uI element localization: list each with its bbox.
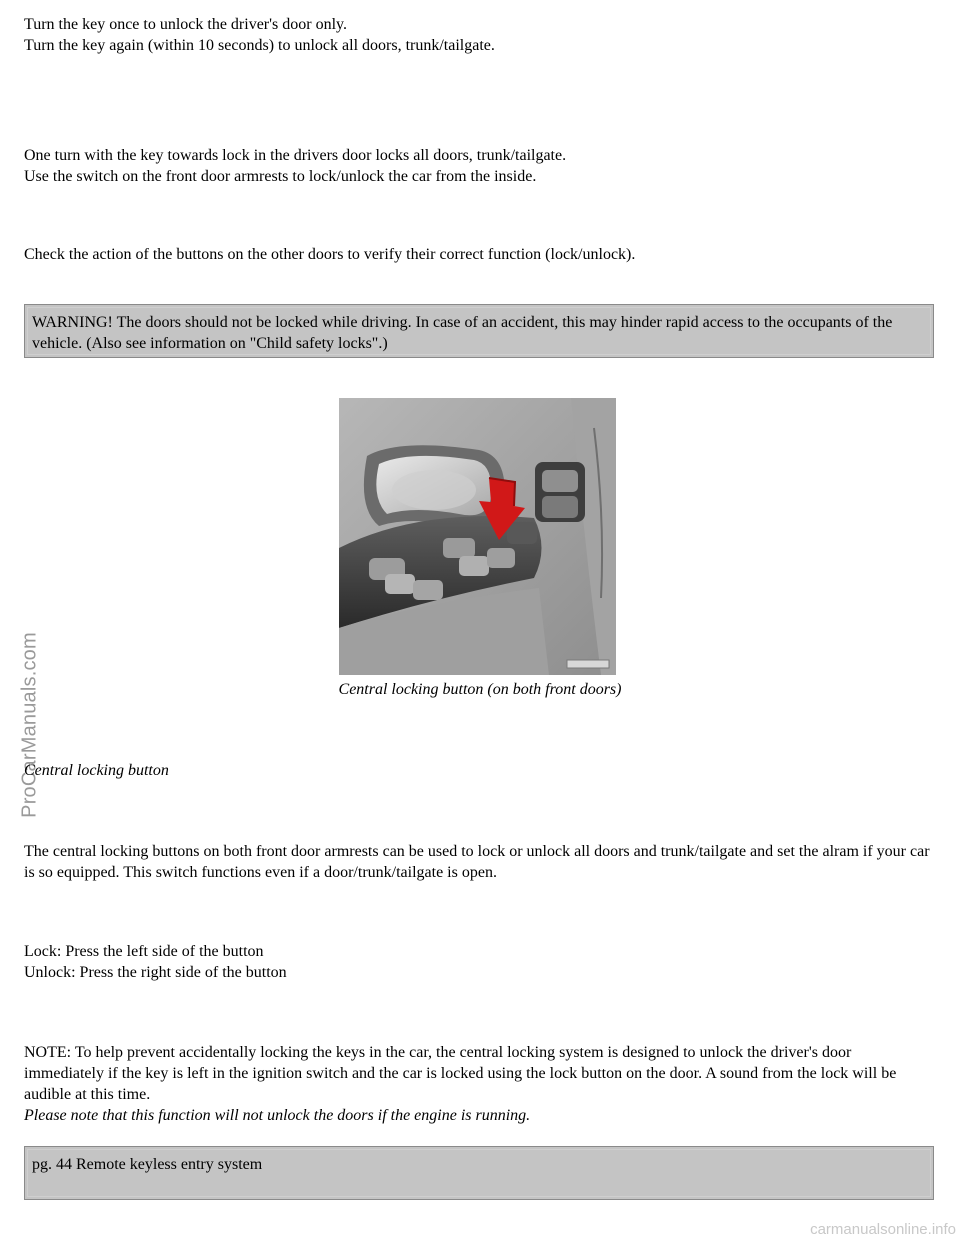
text-line: Turn the key once to unlock the driver's door only.	[24, 16, 347, 33]
note-text: NOTE: To help prevent accidentally locking the keys in the car, the central locking system is designed to unlock the driver's door immediately if the key is left in the ignition switch and the car is locked using the lock button on the door. A sound from the lock will be audible at this time.	[24, 1044, 901, 1103]
footer-watermark: carmanualsonline.info	[810, 1221, 956, 1238]
text-line: Lock: Press the left side of the button	[24, 943, 264, 960]
text-line: Unlock: Press the right side of the button	[24, 964, 287, 981]
figure-caption: Central locking button (on both front doors)	[338, 681, 622, 698]
text-line: Use the switch on the front door armrests to lock/unlock the car from the inside.	[24, 168, 537, 185]
side-watermark: ProCarManuals.com	[18, 632, 41, 818]
footer-nav-link[interactable]: pg. 44 Remote keyless entry system	[32, 1156, 263, 1173]
footer-nav-box	[24, 1146, 934, 1200]
lock-paragraph	[24, 145, 932, 187]
note-paragraph	[24, 1042, 932, 1126]
door-panel-photo	[339, 398, 616, 675]
warning-text: WARNING! The doors should not be locked while driving. In case of an accident, this may hinder rapid access to the occupants of the vehicle. (Also see information on "Child safety locks".)	[32, 314, 893, 352]
text-line: One turn with the key towards lock in the drivers door locks all doors, trunk/tailgate.	[24, 147, 567, 164]
unlock-paragraph	[24, 14, 932, 56]
section-heading: Central locking button	[24, 762, 169, 779]
check-paragraph: Check the action of the buttons on the other doors to verify their correct function (lock/unlock).	[24, 246, 636, 263]
warning-box	[24, 304, 934, 358]
central-description: The central locking buttons on both front door armrests can be used to lock or unlock all doors and trunk/tailgate and set the alram if your car is so equipped. This switch functions even if a door/trunk/tailgate is open.	[24, 843, 930, 881]
lock-unlock-paragraph	[24, 941, 932, 983]
note-italic-text: Please note that this function will not unlock the doors if the engine is running.	[24, 1107, 531, 1124]
text-line: Turn the key again (within 10 seconds) to unlock all doors, trunk/tailgate.	[24, 37, 495, 54]
